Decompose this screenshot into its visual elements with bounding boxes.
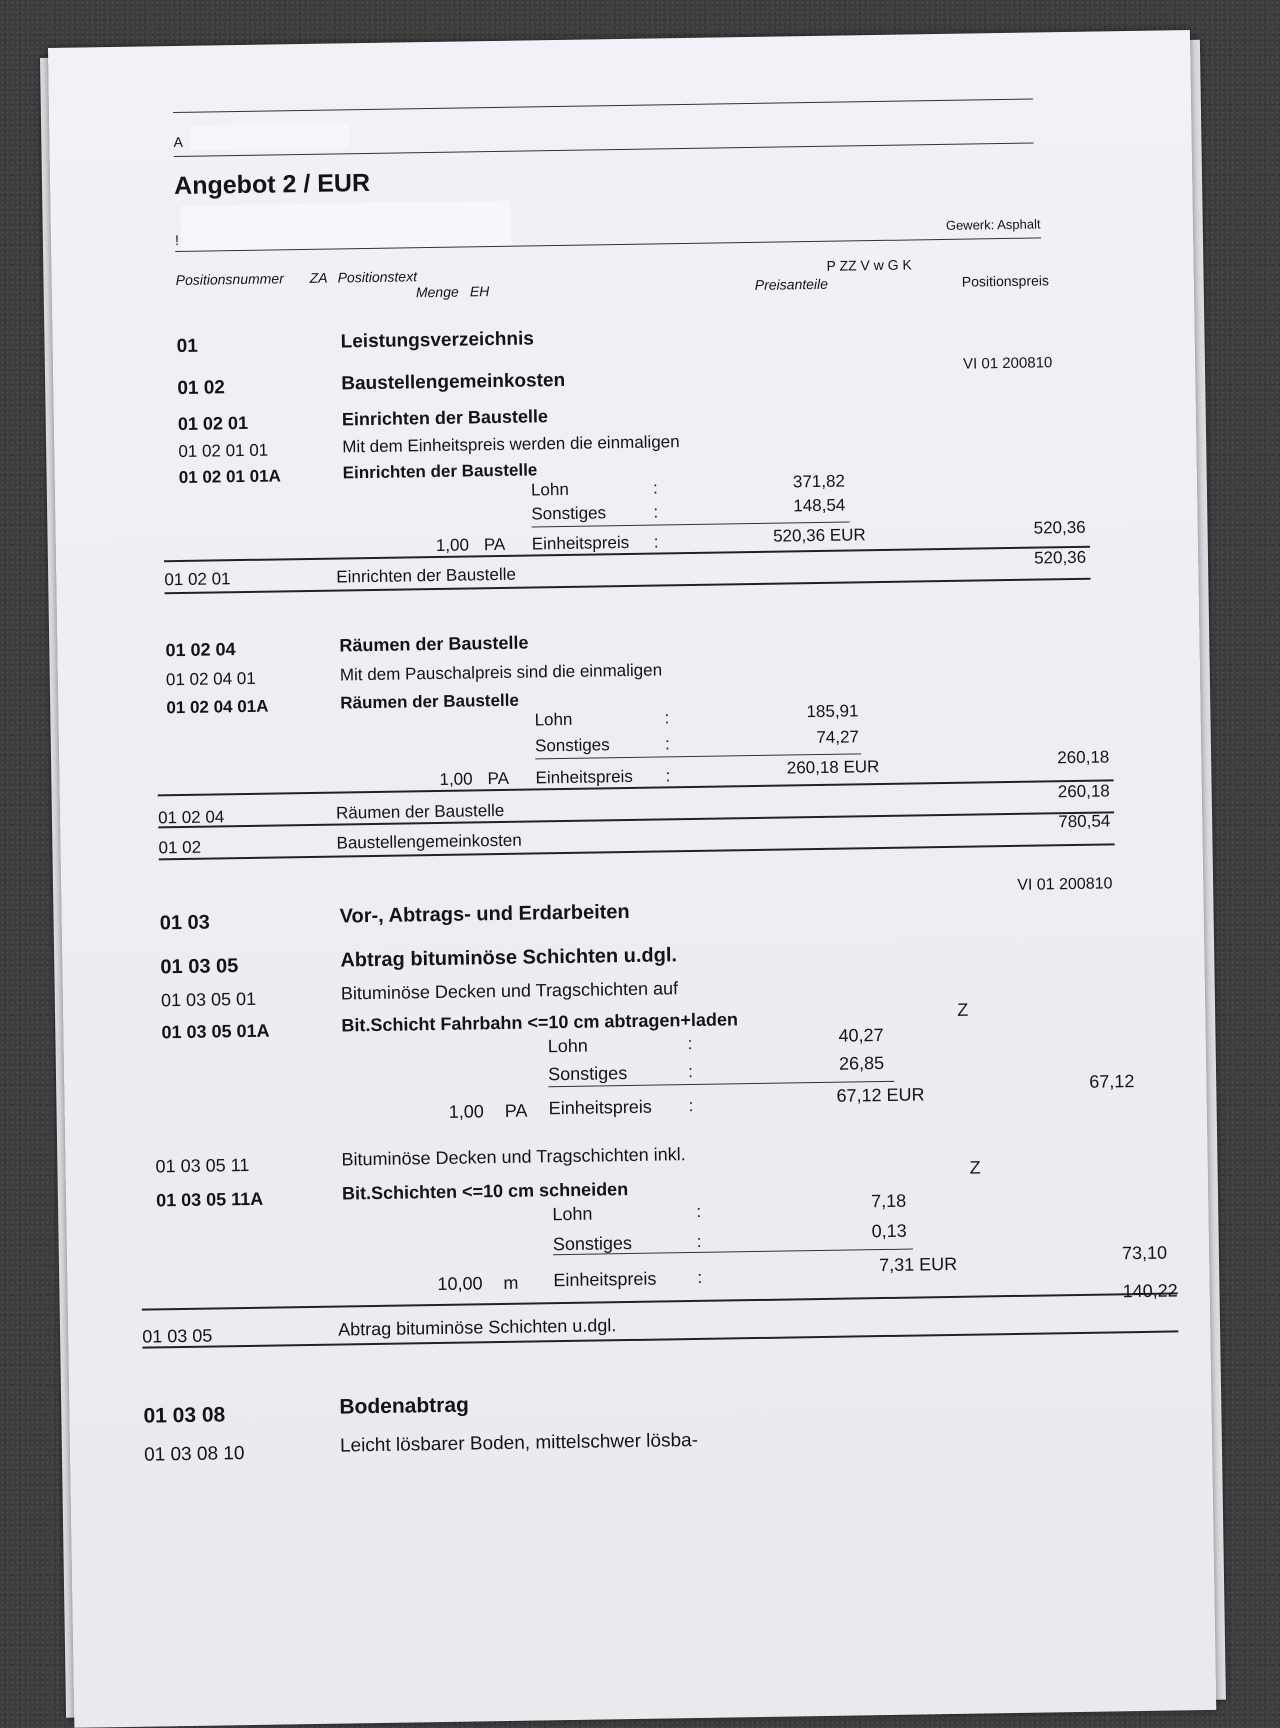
unit: PA (487, 768, 510, 789)
colon: : (688, 1061, 694, 1082)
col-positionspreis: Positionspreis (961, 272, 1050, 290)
group-sum-number: 01 02 04 (157, 807, 225, 828)
offer-document-page (48, 30, 1216, 1728)
position-text: Bituminöse Decken und Tragschichten inkl. (341, 1144, 686, 1170)
subposition-title: Bit.Schicht Fahrbahn <=10 cm abtragen+laden (341, 1009, 739, 1036)
section-title: Leistungsverzeichnis (340, 328, 535, 353)
colon: : (688, 1095, 694, 1116)
group-number: 01 02 04 (165, 639, 236, 661)
sonstiges-label: Sonstiges (531, 503, 607, 524)
redacted-project (180, 201, 511, 252)
colon: : (696, 1201, 702, 1221)
positionspreis-value: 260,18 (1057, 747, 1110, 768)
group-title: Bodenabtrag (339, 1393, 470, 1419)
section-number: 01 03 (159, 911, 210, 935)
lohn-value: 371,82 (792, 471, 846, 492)
quantity: 10,00 (437, 1273, 483, 1295)
col-preisanteile: Preisanteile (754, 275, 829, 293)
customer-initial: A (173, 133, 183, 151)
sonstiges-value: 26,85 (838, 1052, 885, 1074)
page-title: Angebot 2 / EUR (173, 168, 371, 201)
colon: : (652, 478, 658, 498)
lohn-label: Lohn (552, 1203, 593, 1225)
subposition-title: Einrichten der Baustelle (342, 460, 538, 483)
group-title: Räumen der Baustelle (339, 632, 529, 656)
group-sum-rule-top (158, 779, 1114, 796)
section-title: Baustellengemeinkosten (341, 369, 566, 395)
lohn-value: 7,18 (871, 1190, 907, 1212)
lohn-value: 185,91 (806, 701, 859, 722)
colon: : (653, 532, 659, 552)
col-flags: P ZZ V w G K (826, 256, 912, 274)
position-text: Bituminöse Decken und Tragschichten auf (340, 978, 679, 1004)
position-number: 01 02 04 01 (165, 668, 256, 690)
col-eh: EH (469, 283, 490, 300)
subposition-title: Bit.Schichten <=10 cm schneiden (341, 1179, 629, 1204)
position-number: 01 02 01 01 (178, 440, 269, 462)
lohn-label: Lohn (534, 709, 573, 730)
group-sum-title: Einrichten der Baustelle (336, 564, 517, 587)
sonstiges-value: 148,54 (793, 495, 846, 516)
colon: : (664, 708, 670, 728)
group-sum-rule-bottom (165, 578, 1091, 594)
colon: : (653, 502, 659, 522)
lohn-label: Lohn (547, 1035, 588, 1057)
position-flag: Z (957, 999, 969, 1020)
col-za: ZA (309, 269, 328, 286)
unit: m (503, 1272, 519, 1293)
section-reference: VI 01 200810 (1017, 875, 1113, 894)
colon: : (687, 1034, 693, 1054)
section-sum-value: 780,54 (1058, 811, 1111, 832)
subposition-number: 01 03 05 11A (155, 1188, 264, 1211)
group-number: 01 02 01 (177, 412, 249, 435)
group-title: Einrichten der Baustelle (341, 406, 549, 430)
col-positionsnummer: Positionsnummer (175, 270, 284, 289)
colon: : (664, 734, 670, 754)
group-number: 01 03 05 (160, 955, 239, 979)
position-text: Mit dem Einheitspreis werden die einmaligen (342, 432, 680, 457)
positionspreis-value: 67,12 (1089, 1071, 1135, 1092)
sonstiges-value: 74,27 (816, 727, 860, 748)
unit: PA (504, 1100, 528, 1121)
section-sum-title: Baustellengemeinkosten (336, 830, 522, 853)
lohn-label: Lohn (530, 479, 569, 500)
subposition-number: 01 03 05 01A (161, 1020, 270, 1043)
lohn-value: 40,27 (838, 1024, 884, 1046)
section-sum-number: 01 02 (158, 837, 202, 858)
section-sum-rule (159, 843, 1115, 860)
position-number: 01 03 08 10 (143, 1443, 245, 1466)
einheitspreis-label: Einheitspreis (553, 1268, 657, 1291)
section-number: 01 02 (177, 377, 226, 400)
group-sum-number: 01 02 01 (164, 569, 231, 590)
group-sum-title: Räumen der Baustelle (335, 800, 505, 823)
positionspreis-value: 73,10 (1121, 1242, 1168, 1264)
group-sum-value: 260,18 (1057, 781, 1110, 802)
quantity: 1,00 (439, 769, 473, 789)
subposition-number: 01 02 01 01A (178, 466, 281, 487)
group-sum-rule-bottom (142, 1330, 1178, 1348)
project-initial: ! (174, 231, 180, 249)
quantity: 1,00 (435, 535, 470, 555)
unit: PA (483, 534, 506, 555)
einheitspreis-label: Einheitspreis (531, 532, 630, 554)
sonstiges-label: Sonstiges (534, 735, 610, 756)
subposition-number: 01 02 04 01A (166, 696, 269, 718)
col-positionstext: Positionstext (337, 268, 418, 286)
group-sum-value: 520,36 (1033, 547, 1087, 568)
position-text: Leicht lösbarer Boden, mittelschwer lösba- (339, 1429, 699, 1457)
group-sum-title: Abtrag bituminöse Schichten u.dgl. (338, 1315, 617, 1340)
colon: : (696, 1231, 702, 1251)
position-flag: Z (969, 1157, 981, 1178)
einheitspreis-value: 520,36 EUR (772, 525, 866, 546)
einheitspreis-value: 260,18 EUR (786, 757, 880, 778)
group-title: Abtrag bituminöse Schichten u.dgl. (340, 944, 678, 972)
group-sum-rule-top (142, 1292, 1178, 1310)
subposition-title: Räumen der Baustelle (340, 690, 520, 713)
col-menge: Menge (415, 283, 459, 301)
sonstiges-label: Sonstiges (548, 1063, 628, 1085)
sonstiges-label: Sonstiges (552, 1232, 633, 1255)
einheitspreis-value: 7,31 EUR (879, 1253, 958, 1276)
positionspreis-value: 520,36 (1033, 517, 1086, 538)
colon: : (697, 1267, 703, 1287)
redacted-customer (189, 123, 349, 150)
position-number: 01 03 05 01 (160, 988, 257, 1011)
sonstiges-value: 0,13 (871, 1220, 907, 1242)
einheitspreis-label: Einheitspreis (535, 766, 633, 788)
quantity: 1,00 (448, 1101, 484, 1122)
gewerk-label: Gewerk: Asphalt (945, 216, 1041, 233)
colon: : (665, 766, 671, 786)
einheitspreis-value: 67,12 EUR (836, 1084, 925, 1106)
group-sum-value: 140,22 (1122, 1280, 1178, 1302)
position-number: 01 03 05 11 (155, 1154, 250, 1177)
group-sum-number: 01 03 05 (142, 1325, 213, 1347)
section-reference: VI 01 200810 (962, 354, 1053, 373)
group-number: 01 03 08 (143, 1403, 226, 1428)
position-text: Mit dem Pauschalpreis sind die einmaligen (339, 660, 663, 685)
section-title: Vor-, Abtrags- und Erdarbeiten (339, 900, 630, 928)
einheitspreis-label: Einheitspreis (548, 1096, 652, 1119)
section-number: 01 (176, 335, 199, 358)
group-sum-rule-bottom (158, 811, 1114, 828)
header-rule-top (173, 99, 1033, 114)
